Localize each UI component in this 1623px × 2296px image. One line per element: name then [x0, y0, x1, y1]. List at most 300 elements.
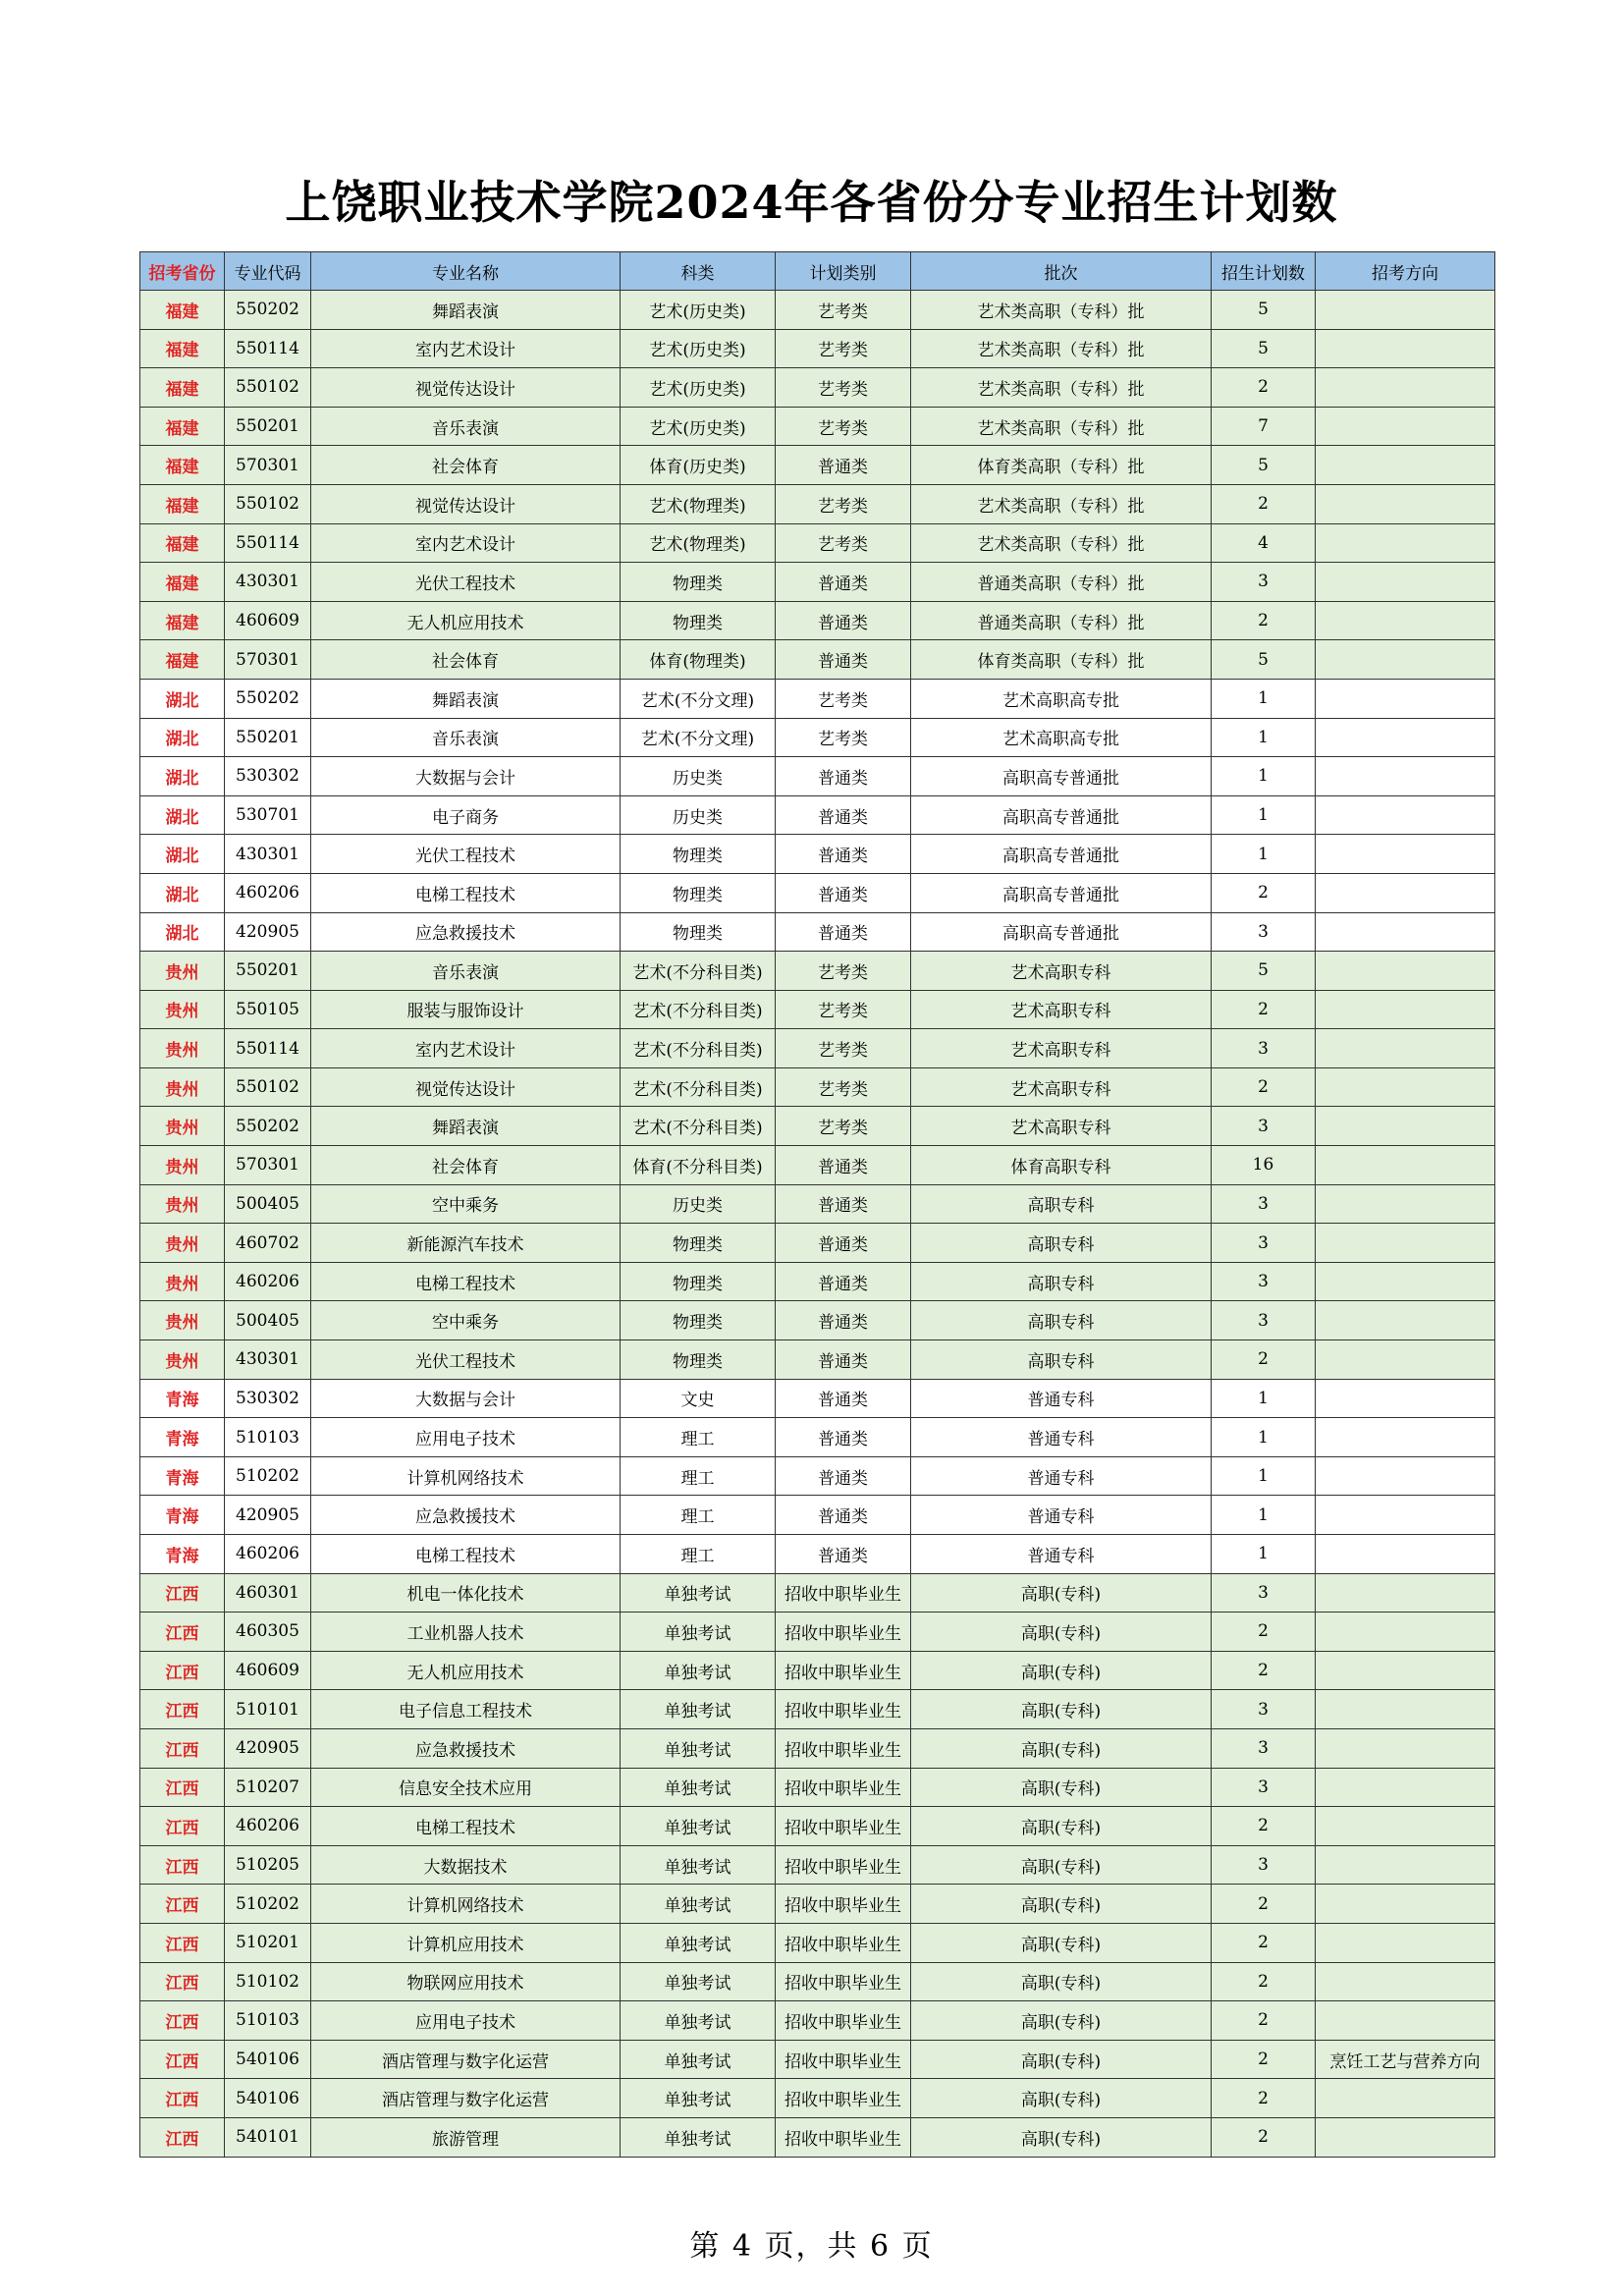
cell-plan-type: 艺考类 — [776, 1067, 911, 1107]
cell-major-name: 酒店管理与数字化运营 — [311, 2079, 621, 2118]
cell-plan-count: 3 — [1212, 1224, 1316, 1263]
cell-plan-type: 普通类 — [776, 1262, 911, 1301]
cell-batch: 体育类高职（专科）批 — [911, 446, 1212, 485]
cell-subject-category: 单独考试 — [621, 1923, 776, 1962]
cell-major-name: 酒店管理与数字化运营 — [311, 2040, 621, 2079]
cell-plan-type: 艺考类 — [776, 952, 911, 991]
cell-subject-category: 物理类 — [621, 1224, 776, 1263]
cell-province: 贵州 — [140, 1184, 225, 1224]
cell-major-code: 530701 — [225, 795, 311, 835]
cell-province: 福建 — [140, 407, 225, 446]
cell-subject-category: 艺术(物理类) — [621, 484, 776, 523]
cell-direction — [1316, 1535, 1495, 1574]
cell-plan-type: 艺考类 — [776, 407, 911, 446]
cell-province: 贵州 — [140, 1107, 225, 1146]
cell-major-code: 550114 — [225, 1029, 311, 1068]
cell-direction — [1316, 1613, 1495, 1652]
cell-batch: 普通专科 — [911, 1379, 1212, 1418]
cell-major-code: 510202 — [225, 1456, 311, 1496]
cell-subject-category: 物理类 — [621, 1301, 776, 1340]
cell-plan-type: 招收中职毕业生 — [776, 1573, 911, 1613]
cell-batch: 高职专科 — [911, 1340, 1212, 1380]
table-row — [140, 2040, 1495, 2079]
table-row — [140, 1029, 1495, 1068]
cell-province: 湖北 — [140, 835, 225, 874]
cell-major-name: 大数据与会计 — [311, 1379, 621, 1418]
cell-batch: 高职(专科) — [911, 2117, 1212, 2157]
cell-plan-type: 普通类 — [776, 1496, 911, 1535]
cell-plan-type: 艺考类 — [776, 990, 911, 1029]
cell-plan-type: 招收中职毕业生 — [776, 1845, 911, 1885]
cell-plan-type: 普通类 — [776, 873, 911, 912]
cell-subject-category: 单独考试 — [621, 1651, 776, 1690]
cell-major-code: 550202 — [225, 1107, 311, 1146]
cell-major-code: 420905 — [225, 1496, 311, 1535]
table-row — [140, 484, 1495, 523]
cell-plan-type: 招收中职毕业生 — [776, 1613, 911, 1652]
cell-major-name: 电梯工程技术 — [311, 1535, 621, 1574]
cell-plan-type: 普通类 — [776, 1456, 911, 1496]
cell-province: 青海 — [140, 1379, 225, 1418]
cell-subject-category: 单独考试 — [621, 1768, 776, 1807]
cell-batch: 高职(专科) — [911, 1613, 1212, 1652]
table-row — [140, 2079, 1495, 2118]
cell-major-name: 无人机应用技术 — [311, 601, 621, 640]
cell-plan-type: 艺考类 — [776, 718, 911, 757]
cell-batch: 高职专科 — [911, 1262, 1212, 1301]
cell-plan-type: 普通类 — [776, 795, 911, 835]
cell-batch: 高职(专科) — [911, 1728, 1212, 1768]
table-row — [140, 1885, 1495, 1924]
cell-province: 湖北 — [140, 873, 225, 912]
cell-plan-type: 普通类 — [776, 1379, 911, 1418]
cell-major-name: 大数据与会计 — [311, 757, 621, 796]
cell-province: 江西 — [140, 1885, 225, 1924]
cell-batch: 高职(专科) — [911, 1651, 1212, 1690]
cell-subject-category: 历史类 — [621, 1184, 776, 1224]
cell-direction — [1316, 1029, 1495, 1068]
cell-direction — [1316, 679, 1495, 718]
cell-major-name: 电梯工程技术 — [311, 1262, 621, 1301]
cell-major-code: 510205 — [225, 1845, 311, 1885]
cell-direction — [1316, 1224, 1495, 1263]
table-row — [140, 1067, 1495, 1107]
cell-plan-type: 普通类 — [776, 1301, 911, 1340]
cell-direction — [1316, 1728, 1495, 1768]
cell-plan-count: 2 — [1212, 601, 1316, 640]
table-row — [140, 446, 1495, 485]
cell-major-code: 550102 — [225, 1067, 311, 1107]
cell-plan-count: 7 — [1212, 407, 1316, 446]
cell-province: 青海 — [140, 1535, 225, 1574]
table-row — [140, 1224, 1495, 1263]
table-row — [140, 1184, 1495, 1224]
cell-major-code: 550102 — [225, 368, 311, 408]
cell-subject-category: 单独考试 — [621, 2079, 776, 2118]
cell-major-code: 510101 — [225, 1690, 311, 1729]
cell-direction — [1316, 1262, 1495, 1301]
cell-province: 江西 — [140, 2079, 225, 2118]
table-row — [140, 1146, 1495, 1185]
cell-province: 湖北 — [140, 912, 225, 952]
cell-subject-category: 单独考试 — [621, 1845, 776, 1885]
cell-subject-category: 物理类 — [621, 1262, 776, 1301]
cell-major-code: 460609 — [225, 1651, 311, 1690]
cell-direction — [1316, 1651, 1495, 1690]
table-row — [140, 873, 1495, 912]
cell-direction — [1316, 1379, 1495, 1418]
cell-batch: 艺术类高职（专科）批 — [911, 523, 1212, 563]
cell-major-name: 舞蹈表演 — [311, 291, 621, 330]
cell-batch: 艺术高职高专批 — [911, 679, 1212, 718]
table-row — [140, 2001, 1495, 2041]
cell-major-name: 计算机网络技术 — [311, 1456, 621, 1496]
cell-province: 江西 — [140, 1613, 225, 1652]
page-number-footer: 第 4 页，共 6 页 — [689, 2229, 934, 2264]
cell-major-code: 530302 — [225, 757, 311, 796]
cell-batch: 普通专科 — [911, 1418, 1212, 1457]
cell-plan-type: 招收中职毕业生 — [776, 1651, 911, 1690]
cell-plan-count: 5 — [1212, 952, 1316, 991]
cell-direction — [1316, 1340, 1495, 1380]
cell-major-name: 光伏工程技术 — [311, 563, 621, 602]
cell-batch: 高职专科 — [911, 1184, 1212, 1224]
cell-plan-count: 2 — [1212, 990, 1316, 1029]
cell-subject-category: 艺术(物理类) — [621, 523, 776, 563]
cell-major-name: 信息安全技术应用 — [311, 1768, 621, 1807]
cell-plan-count: 2 — [1212, 2079, 1316, 2118]
table-row — [140, 523, 1495, 563]
cell-batch: 高职专科 — [911, 1224, 1212, 1263]
page-title: 上饶职业技术学院2024年各省份分专业招生计划数 — [285, 176, 1338, 229]
cell-batch: 艺术类高职（专科）批 — [911, 407, 1212, 446]
cell-plan-type: 艺考类 — [776, 523, 911, 563]
cell-major-name: 视觉传达设计 — [311, 1067, 621, 1107]
cell-direction: 烹饪工艺与营养方向 — [1316, 2040, 1495, 2079]
cell-major-name: 电梯工程技术 — [311, 873, 621, 912]
table-row — [140, 1456, 1495, 1496]
cell-major-name: 室内艺术设计 — [311, 329, 621, 368]
cell-subject-category: 理工 — [621, 1496, 776, 1535]
cell-plan-count: 3 — [1212, 1573, 1316, 1613]
cell-batch: 高职(专科) — [911, 2079, 1212, 2118]
cell-major-code: 550114 — [225, 523, 311, 563]
cell-direction — [1316, 2001, 1495, 2041]
cell-plan-type: 招收中职毕业生 — [776, 1768, 911, 1807]
cell-direction — [1316, 1768, 1495, 1807]
enrollment-plan-table — [139, 251, 1495, 2158]
cell-major-name: 舞蹈表演 — [311, 1107, 621, 1146]
cell-direction — [1316, 835, 1495, 874]
cell-direction — [1316, 718, 1495, 757]
cell-major-code: 460609 — [225, 601, 311, 640]
cell-batch: 高职高专普通批 — [911, 795, 1212, 835]
cell-major-code: 540106 — [225, 2040, 311, 2079]
cell-province: 江西 — [140, 2117, 225, 2157]
cell-plan-type: 艺考类 — [776, 679, 911, 718]
cell-plan-count: 2 — [1212, 368, 1316, 408]
cell-plan-count: 3 — [1212, 912, 1316, 952]
cell-direction — [1316, 1418, 1495, 1457]
cell-plan-type: 普通类 — [776, 563, 911, 602]
cell-province: 贵州 — [140, 952, 225, 991]
cell-batch: 艺术高职专科 — [911, 1107, 1212, 1146]
cell-major-code: 510201 — [225, 1923, 311, 1962]
cell-subject-category: 理工 — [621, 1418, 776, 1457]
table-row — [140, 407, 1495, 446]
cell-major-code: 550114 — [225, 329, 311, 368]
cell-plan-count: 2 — [1212, 1923, 1316, 1962]
table-row — [140, 368, 1495, 408]
cell-batch: 艺术高职高专批 — [911, 718, 1212, 757]
cell-plan-count: 1 — [1212, 1535, 1316, 1574]
cell-batch: 高职(专科) — [911, 1573, 1212, 1613]
cell-batch: 高职高专普通批 — [911, 873, 1212, 912]
cell-major-name: 应急救援技术 — [311, 1728, 621, 1768]
cell-direction — [1316, 1456, 1495, 1496]
cell-major-name: 光伏工程技术 — [311, 835, 621, 874]
cell-province: 江西 — [140, 1807, 225, 1846]
cell-direction — [1316, 329, 1495, 368]
table-row — [140, 757, 1495, 796]
cell-plan-type: 艺考类 — [776, 1107, 911, 1146]
cell-major-code: 550202 — [225, 679, 311, 718]
cell-subject-category: 艺术(不分科目类) — [621, 952, 776, 991]
cell-major-code: 550202 — [225, 291, 311, 330]
cell-major-name: 电子商务 — [311, 795, 621, 835]
cell-plan-count: 3 — [1212, 1845, 1316, 1885]
cell-major-name: 社会体育 — [311, 1146, 621, 1185]
cell-major-name: 机电一体化技术 — [311, 1573, 621, 1613]
table-row — [140, 952, 1495, 991]
cell-plan-type: 招收中职毕业生 — [776, 1962, 911, 2001]
cell-plan-count: 2 — [1212, 1962, 1316, 2001]
cell-direction — [1316, 1184, 1495, 1224]
cell-plan-count: 2 — [1212, 1807, 1316, 1846]
cell-major-code: 510102 — [225, 1962, 311, 2001]
cell-subject-category: 物理类 — [621, 1340, 776, 1380]
cell-major-name: 电子信息工程技术 — [311, 1690, 621, 1729]
cell-major-name: 社会体育 — [311, 446, 621, 485]
cell-plan-type: 招收中职毕业生 — [776, 1807, 911, 1846]
cell-province: 江西 — [140, 2001, 225, 2041]
cell-province: 湖北 — [140, 795, 225, 835]
cell-major-code: 430301 — [225, 835, 311, 874]
cell-province: 福建 — [140, 484, 225, 523]
cell-major-name: 大数据技术 — [311, 1845, 621, 1885]
cell-plan-count: 5 — [1212, 446, 1316, 485]
cell-province: 贵州 — [140, 1029, 225, 1068]
cell-plan-count: 1 — [1212, 1418, 1316, 1457]
cell-batch: 艺术高职专科 — [911, 952, 1212, 991]
cell-batch: 高职(专科) — [911, 1923, 1212, 1962]
cell-subject-category: 艺术(不分科目类) — [621, 1067, 776, 1107]
cell-subject-category: 单独考试 — [621, 1728, 776, 1768]
cell-batch: 高职(专科) — [911, 1845, 1212, 1885]
cell-major-name: 社会体育 — [311, 640, 621, 680]
cell-subject-category: 艺术(不分科目类) — [621, 1107, 776, 1146]
cell-plan-type: 艺考类 — [776, 329, 911, 368]
cell-direction — [1316, 2079, 1495, 2118]
cell-batch: 高职高专普通批 — [911, 757, 1212, 796]
cell-direction — [1316, 1067, 1495, 1107]
cell-province: 贵州 — [140, 1146, 225, 1185]
cell-plan-count: 3 — [1212, 563, 1316, 602]
cell-major-name: 无人机应用技术 — [311, 1651, 621, 1690]
cell-major-code: 540101 — [225, 2117, 311, 2157]
table-row — [140, 679, 1495, 718]
cell-plan-count: 2 — [1212, 2040, 1316, 2079]
cell-subject-category: 艺术(不分科目类) — [621, 1029, 776, 1068]
cell-plan-count: 1 — [1212, 795, 1316, 835]
cell-province: 江西 — [140, 1728, 225, 1768]
cell-province: 贵州 — [140, 1224, 225, 1263]
cell-subject-category: 单独考试 — [621, 1807, 776, 1846]
cell-plan-count: 3 — [1212, 1768, 1316, 1807]
cell-plan-type: 普通类 — [776, 446, 911, 485]
cell-direction — [1316, 563, 1495, 602]
table-row — [140, 1728, 1495, 1768]
cell-plan-count: 3 — [1212, 1107, 1316, 1146]
cell-major-code: 530302 — [225, 1379, 311, 1418]
cell-plan-count: 1 — [1212, 1496, 1316, 1535]
cell-province: 福建 — [140, 368, 225, 408]
table-row — [140, 1845, 1495, 1885]
cell-major-name: 计算机应用技术 — [311, 1923, 621, 1962]
cell-direction — [1316, 952, 1495, 991]
header-plan-type: 计划类别 — [776, 252, 911, 291]
cell-plan-type: 艺考类 — [776, 1029, 911, 1068]
cell-direction — [1316, 795, 1495, 835]
cell-major-name: 计算机网络技术 — [311, 1885, 621, 1924]
cell-plan-count: 2 — [1212, 1885, 1316, 1924]
cell-major-name: 应用电子技术 — [311, 2001, 621, 2041]
cell-subject-category: 单独考试 — [621, 2117, 776, 2157]
cell-major-name: 新能源汽车技术 — [311, 1224, 621, 1263]
table-row — [140, 601, 1495, 640]
cell-plan-count: 3 — [1212, 1184, 1316, 1224]
cell-direction — [1316, 523, 1495, 563]
cell-batch: 普通类高职（专科）批 — [911, 601, 1212, 640]
cell-major-name: 旅游管理 — [311, 2117, 621, 2157]
cell-major-code: 570301 — [225, 1146, 311, 1185]
cell-major-code: 550201 — [225, 407, 311, 446]
cell-subject-category: 物理类 — [621, 835, 776, 874]
cell-direction — [1316, 1923, 1495, 1962]
cell-batch: 艺术类高职（专科）批 — [911, 329, 1212, 368]
cell-subject-category: 单独考试 — [621, 1962, 776, 2001]
cell-plan-type: 普通类 — [776, 1535, 911, 1574]
table-row — [140, 1301, 1495, 1340]
cell-direction — [1316, 2117, 1495, 2157]
table-row — [140, 718, 1495, 757]
table-row — [140, 1962, 1495, 2001]
cell-direction — [1316, 640, 1495, 680]
cell-direction — [1316, 912, 1495, 952]
cell-subject-category: 艺术(不分科目类) — [621, 990, 776, 1029]
cell-batch: 高职高专普通批 — [911, 912, 1212, 952]
cell-major-code: 460206 — [225, 873, 311, 912]
cell-plan-count: 2 — [1212, 484, 1316, 523]
cell-province: 贵州 — [140, 1340, 225, 1380]
cell-province: 福建 — [140, 446, 225, 485]
cell-major-name: 应用电子技术 — [311, 1418, 621, 1457]
cell-plan-type: 招收中职毕业生 — [776, 1923, 911, 1962]
cell-major-name: 空中乘务 — [311, 1301, 621, 1340]
cell-plan-count: 1 — [1212, 835, 1316, 874]
cell-subject-category: 理工 — [621, 1456, 776, 1496]
cell-plan-count: 2 — [1212, 1613, 1316, 1652]
cell-plan-type: 普通类 — [776, 1340, 911, 1380]
cell-province: 福建 — [140, 291, 225, 330]
cell-plan-count: 5 — [1212, 291, 1316, 330]
cell-subject-category: 物理类 — [621, 601, 776, 640]
cell-major-name: 电梯工程技术 — [311, 1807, 621, 1846]
cell-subject-category: 物理类 — [621, 563, 776, 602]
cell-province: 贵州 — [140, 1262, 225, 1301]
cell-plan-type: 艺考类 — [776, 484, 911, 523]
cell-province: 青海 — [140, 1496, 225, 1535]
cell-plan-count: 2 — [1212, 2117, 1316, 2157]
cell-province: 贵州 — [140, 1301, 225, 1340]
cell-batch: 高职(专科) — [911, 1885, 1212, 1924]
cell-plan-type: 艺考类 — [776, 291, 911, 330]
cell-plan-type: 招收中职毕业生 — [776, 2040, 911, 2079]
cell-province: 福建 — [140, 601, 225, 640]
table-row — [140, 835, 1495, 874]
cell-major-code: 460206 — [225, 1262, 311, 1301]
cell-major-code: 510202 — [225, 1885, 311, 1924]
cell-major-code: 500405 — [225, 1184, 311, 1224]
table-row — [140, 329, 1495, 368]
table-row — [140, 1573, 1495, 1613]
cell-plan-count: 3 — [1212, 1301, 1316, 1340]
table-row — [140, 1107, 1495, 1146]
cell-major-code: 460305 — [225, 1613, 311, 1652]
cell-subject-category: 艺术(历史类) — [621, 407, 776, 446]
cell-major-code: 460301 — [225, 1573, 311, 1613]
cell-direction — [1316, 1807, 1495, 1846]
cell-batch: 高职高专普通批 — [911, 835, 1212, 874]
cell-major-code: 570301 — [225, 640, 311, 680]
cell-major-code: 460702 — [225, 1224, 311, 1263]
cell-subject-category: 艺术(历史类) — [621, 329, 776, 368]
cell-subject-category: 单独考试 — [621, 1613, 776, 1652]
cell-major-name: 工业机器人技术 — [311, 1613, 621, 1652]
cell-batch: 体育高职专科 — [911, 1146, 1212, 1185]
cell-major-name: 应急救援技术 — [311, 1496, 621, 1535]
table-row — [140, 1340, 1495, 1380]
cell-major-code: 510103 — [225, 2001, 311, 2041]
cell-batch: 普通专科 — [911, 1456, 1212, 1496]
header-batch: 批次 — [911, 252, 1212, 291]
cell-subject-category: 单独考试 — [621, 2040, 776, 2079]
cell-subject-category: 艺术(不分文理) — [621, 718, 776, 757]
cell-major-code: 540106 — [225, 2079, 311, 2118]
cell-plan-type: 招收中职毕业生 — [776, 2079, 911, 2118]
cell-plan-count: 3 — [1212, 1262, 1316, 1301]
cell-province: 江西 — [140, 1845, 225, 1885]
cell-major-name: 物联网应用技术 — [311, 1962, 621, 2001]
cell-province: 江西 — [140, 1923, 225, 1962]
table-header-row — [140, 252, 1495, 291]
cell-plan-count: 5 — [1212, 329, 1316, 368]
table-row — [140, 640, 1495, 680]
cell-plan-type: 招收中职毕业生 — [776, 1885, 911, 1924]
cell-province: 福建 — [140, 329, 225, 368]
cell-subject-category: 单独考试 — [621, 1690, 776, 1729]
cell-direction — [1316, 1301, 1495, 1340]
